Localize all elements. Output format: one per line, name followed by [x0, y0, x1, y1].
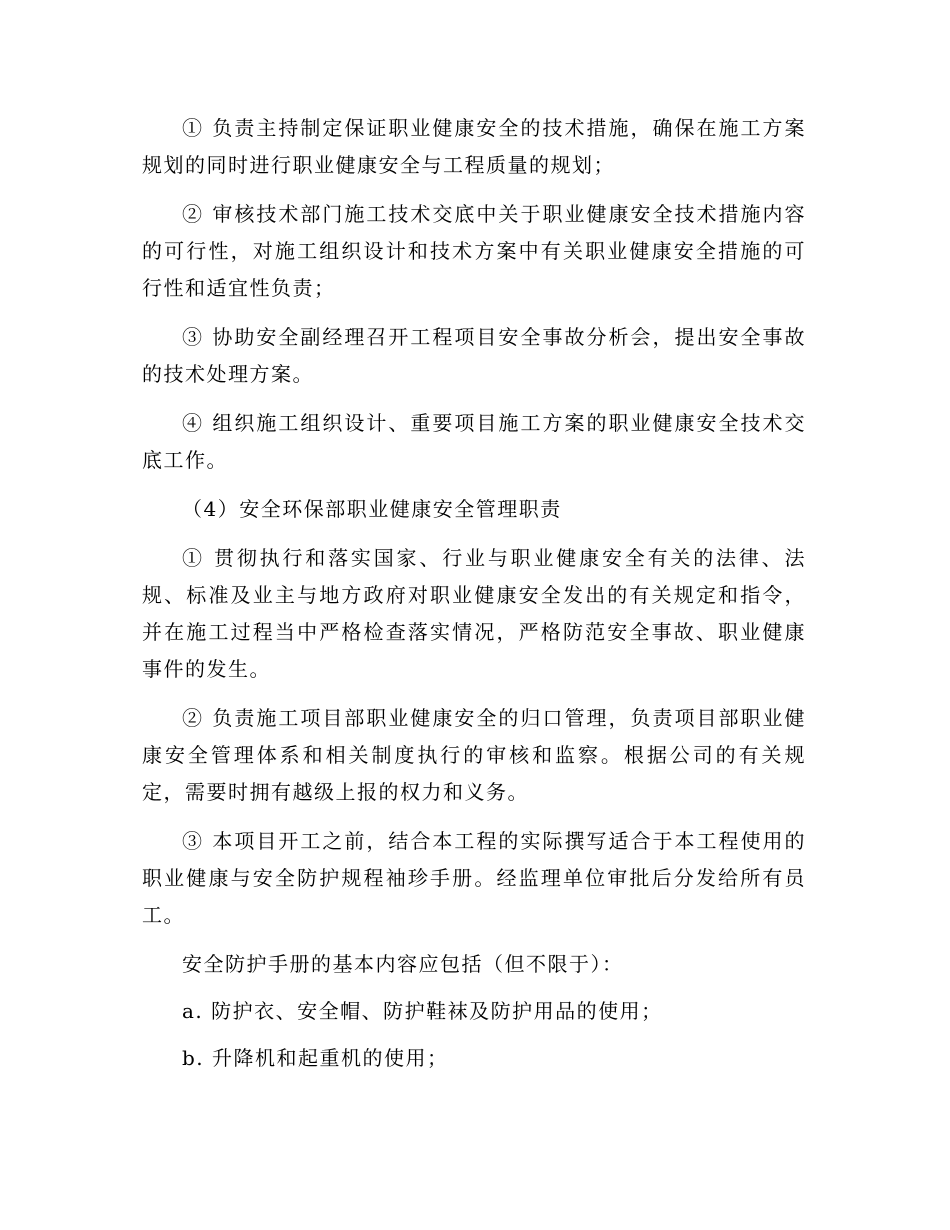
paragraph-implement-laws: ① 贯彻执行和落实国家、行业与职业健康安全有关的法律、法规、标准及业主与地方政府对职业健康安全发出的有关规定和指令，并在施工过程当中严格检查落实情况，严格防范安全事故、职业健康事件的发生。: [142, 546, 806, 681]
paragraph-accident-analysis: ③ 协助安全副经理召开工程项目安全事故分析会，提出安全事故的技术处理方案。: [142, 325, 806, 386]
paragraph-tech-disclosure: ④ 组织施工组织设计、重要项目施工方案的职业健康安全技术交底工作。: [142, 411, 806, 472]
paragraph-manual-contents: 安全防护手册的基本内容应包括（但不限于）：: [182, 952, 624, 976]
paragraph-centralized-management: ② 负责施工项目部职业健康安全的归口管理，负责项目部职业健康安全管理体系和相关制度执行的审核和监察。根据公司的有关规定，需要时拥有越级上报的权力和义务。: [142, 706, 806, 804]
paragraph-pocket-manual: ③ 本项目开工之前，结合本工程的实际撰写适合于本工程使用的职业健康与安全防护规程袖珍手册。经监理单位审批后分发给所有员工。: [142, 829, 806, 927]
paragraph-review-feasibility: ② 审核技术部门施工技术交底中关于职业健康安全技术措施内容的可行性，对施工组织设计和技术方案中有关职业健康安全措施的可行性和适宜性负责；: [142, 202, 806, 300]
section-heading-safety-dept: （4）安全环保部职业健康安全管理职责: [182, 497, 562, 521]
document-body: [142, 110, 806, 1077]
list-item-protective-gear: a. 防护衣、安全帽、防护鞋袜及防护用品的使用；: [182, 999, 663, 1023]
list-item-lifts-cranes: b. 升降机和起重机的使用；: [182, 1046, 449, 1070]
paragraph-tech-measures: ① 负责主持制定保证职业健康安全的技术措施，确保在施工方案规划的同时进行职业健康安全与工程质量的规划；: [142, 116, 806, 177]
